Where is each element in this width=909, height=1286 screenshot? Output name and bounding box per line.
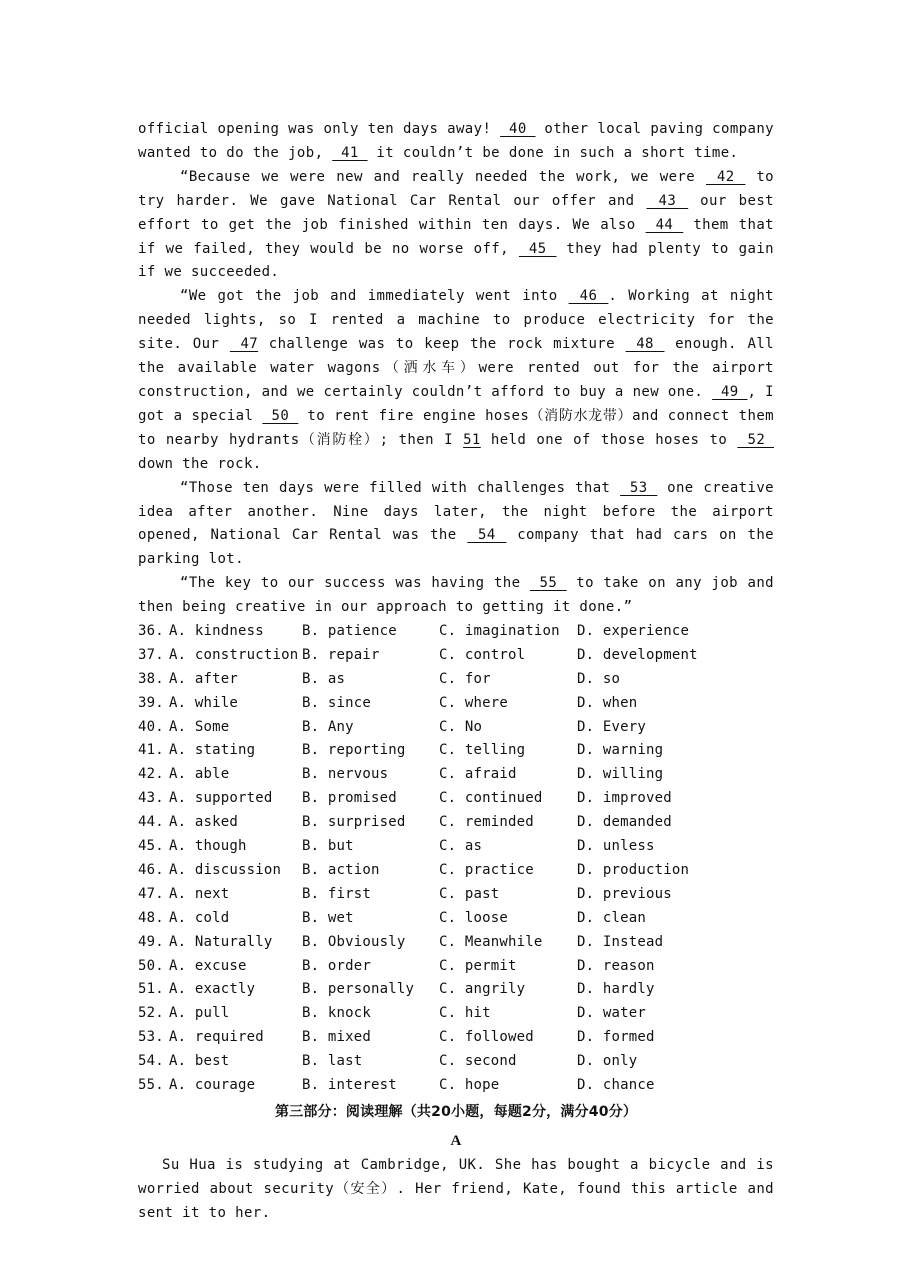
option-d: D. hardly bbox=[577, 981, 655, 998]
question-row bbox=[138, 787, 774, 811]
option-a: A. required bbox=[169, 1029, 264, 1046]
option-d: D. so bbox=[577, 670, 621, 687]
passage-text: “Because we were new and really needed the work, we were bbox=[180, 168, 706, 185]
option-d: D. experience bbox=[577, 623, 690, 640]
option-a: A. Some bbox=[169, 718, 230, 735]
question-row bbox=[138, 835, 774, 859]
question-number: 52. bbox=[138, 1005, 164, 1022]
option-d: D. water bbox=[577, 1005, 647, 1022]
option-b: B. promised bbox=[302, 790, 397, 807]
option-c: C. continued bbox=[439, 790, 543, 807]
option-a: A. kindness bbox=[169, 623, 264, 640]
option-b: B. wet bbox=[302, 909, 354, 926]
question-row bbox=[138, 978, 774, 1002]
option-c: C. imagination bbox=[439, 623, 560, 640]
blank-53: 53 bbox=[620, 479, 658, 496]
option-a: A. next bbox=[169, 885, 230, 902]
option-b: B. patience bbox=[302, 623, 397, 640]
option-b: B. knock bbox=[302, 1005, 372, 1022]
option-d: D. unless bbox=[577, 838, 655, 855]
question-number: 39. bbox=[138, 694, 164, 711]
option-c: C. permit bbox=[439, 957, 517, 974]
option-b: B. but bbox=[302, 838, 354, 855]
question-row bbox=[138, 811, 774, 835]
option-a: A. Naturally bbox=[169, 933, 273, 950]
option-c: C. second bbox=[439, 1053, 517, 1070]
question-number: 46. bbox=[138, 861, 164, 878]
question-number: 41. bbox=[138, 742, 164, 759]
question-number: 47. bbox=[138, 885, 164, 902]
option-a: A. while bbox=[169, 694, 239, 711]
passage-text: “The key to our success was having the bbox=[180, 575, 530, 592]
option-a: A. stating bbox=[169, 742, 256, 759]
option-d: D. willing bbox=[577, 766, 664, 783]
document-page bbox=[138, 118, 774, 1226]
option-d: D. clean bbox=[577, 909, 647, 926]
passage-text: they had plenty to gain if we succeeded. bbox=[138, 240, 774, 281]
question-number: 50. bbox=[138, 957, 164, 974]
option-b: B. Obviously bbox=[302, 933, 406, 950]
passage-text: down the rock. bbox=[138, 455, 262, 472]
question-number: 38. bbox=[138, 670, 164, 687]
blank-41: 41 bbox=[332, 144, 368, 161]
option-c: C. for bbox=[439, 670, 491, 687]
option-c: C. as bbox=[439, 838, 483, 855]
question-number: 44. bbox=[138, 814, 164, 831]
option-b: B. repair bbox=[302, 646, 380, 663]
passage-text: held one of those hoses to bbox=[480, 431, 738, 448]
option-a: A. excuse bbox=[169, 957, 247, 974]
blank-54: 54 bbox=[467, 527, 507, 544]
passage-paragraph-1 bbox=[138, 118, 774, 166]
question-number: 48. bbox=[138, 909, 164, 926]
blank-50: 50 bbox=[262, 407, 299, 424]
option-b: B. mixed bbox=[302, 1029, 372, 1046]
section-title: 第三部分：阅读理解（共20小题，每题2分，满分40分） bbox=[274, 1103, 638, 1120]
passage-text: to rent fire engine hoses（消防水龙带）and connect them to nearby hydrants（消防栓）; then I bbox=[138, 407, 774, 448]
blank-45: 45 bbox=[518, 240, 557, 257]
question-number: 43. bbox=[138, 790, 164, 807]
question-row bbox=[138, 763, 774, 787]
passage-text: , I got a special bbox=[138, 383, 774, 424]
part-letter: A bbox=[450, 1132, 462, 1149]
option-d: D. when bbox=[577, 694, 638, 711]
question-row bbox=[138, 644, 774, 668]
option-c: C. angrily bbox=[439, 981, 526, 998]
option-a: A. asked bbox=[169, 814, 239, 831]
blank-55: 55 bbox=[529, 575, 567, 592]
option-a: A. discussion bbox=[169, 861, 282, 878]
option-d: D. Every bbox=[577, 718, 647, 735]
passage-text: other local paving company wanted to do the job, bbox=[138, 121, 774, 161]
question-row bbox=[138, 1002, 774, 1026]
option-c: C. control bbox=[439, 646, 526, 663]
question-row bbox=[138, 1050, 774, 1074]
blank-49: 49 bbox=[712, 383, 748, 400]
option-d: D. demanded bbox=[577, 814, 672, 831]
passage-text: to try harder. We gave National Car Rental our offer and bbox=[138, 168, 774, 209]
option-b: B. reporting bbox=[302, 742, 406, 759]
option-c: C. Meanwhile bbox=[439, 933, 543, 950]
option-b: B. personally bbox=[302, 981, 415, 998]
question-number: 53. bbox=[138, 1029, 164, 1046]
passage-text: official opening was only ten days away! bbox=[138, 121, 501, 137]
question-row bbox=[138, 883, 774, 907]
option-b: B. since bbox=[302, 694, 372, 711]
option-c: C. hit bbox=[439, 1005, 491, 1022]
question-number: 40. bbox=[138, 718, 164, 735]
passage-text: our best effort to get the job finished within ten days. We also bbox=[138, 192, 774, 233]
passage-text: “We got the job and immediately went into bbox=[180, 288, 569, 305]
question-number: 51. bbox=[138, 981, 164, 998]
option-d: D. formed bbox=[577, 1029, 655, 1046]
blank-43: 43 bbox=[646, 192, 689, 209]
option-b: B. nervous bbox=[302, 766, 389, 783]
passage-text: company that had cars on the parking lot. bbox=[138, 527, 774, 568]
passage-paragraph-2 bbox=[138, 166, 774, 286]
option-b: B. order bbox=[302, 957, 372, 974]
question-row bbox=[138, 668, 774, 692]
question-row bbox=[138, 739, 774, 763]
blank-47: 47 bbox=[229, 336, 259, 353]
option-d: D. production bbox=[577, 861, 690, 878]
question-row bbox=[138, 1026, 774, 1050]
option-a: A. after bbox=[169, 670, 239, 687]
option-b: B. interest bbox=[302, 1076, 397, 1093]
question-number: 54. bbox=[138, 1053, 164, 1070]
option-d: D. chance bbox=[577, 1076, 655, 1093]
blank-51: 51 bbox=[463, 431, 481, 448]
option-a: A. exactly bbox=[169, 981, 256, 998]
question-row bbox=[138, 955, 774, 979]
passage-paragraph-3 bbox=[138, 285, 774, 476]
question-list bbox=[138, 620, 774, 1098]
option-a: A. supported bbox=[169, 790, 273, 807]
option-c: C. reminded bbox=[439, 814, 534, 831]
cloze-passage bbox=[138, 118, 774, 620]
passage-text: challenge was to keep the rock mixture bbox=[258, 336, 626, 353]
passage-text: “Those ten days were filled with challenges that bbox=[180, 479, 621, 496]
option-c: C. followed bbox=[439, 1029, 534, 1046]
option-c: C. afraid bbox=[439, 766, 517, 783]
question-number: 42. bbox=[138, 766, 164, 783]
intro-paragraph: Su Hua is studying at Cambridge, UK. She has bought a bicycle and is worried about security（安全）. Her friend, Kate, found this article and sent it to her. bbox=[138, 1156, 774, 1221]
passage-paragraph-4 bbox=[138, 477, 774, 573]
option-b: B. as bbox=[302, 670, 346, 687]
blank-40: 40 bbox=[500, 121, 536, 137]
passage-text: enough. All the available water wagons（洒水车）were rented out for the airport construction, and we certainly couldn’t afford to buy a new one. bbox=[138, 336, 774, 400]
blank-46: 46 bbox=[568, 288, 609, 305]
passage-paragraph-5 bbox=[138, 572, 774, 620]
option-d: D. reason bbox=[577, 957, 655, 974]
option-c: C. telling bbox=[439, 742, 526, 759]
blank-52: 52 bbox=[737, 431, 774, 448]
question-row bbox=[138, 907, 774, 931]
passage-text: to take on any job and then being creative in our approach to getting it done.” bbox=[138, 575, 774, 616]
passage-text: it couldn’t be done in such a short time. bbox=[367, 144, 739, 161]
option-c: C. No bbox=[439, 718, 483, 735]
question-row bbox=[138, 931, 774, 955]
blank-48: 48 bbox=[625, 336, 665, 353]
option-c: C. where bbox=[439, 694, 509, 711]
option-b: B. last bbox=[302, 1053, 363, 1070]
option-d: D. previous bbox=[577, 885, 672, 902]
option-c: C. hope bbox=[439, 1076, 500, 1093]
option-a: A. pull bbox=[169, 1005, 230, 1022]
question-row bbox=[138, 1074, 774, 1098]
option-d: D. development bbox=[577, 646, 698, 663]
question-number: 55. bbox=[138, 1076, 164, 1093]
option-b: B. Any bbox=[302, 718, 354, 735]
passage-text: . Working at night needed lights, so I rented a machine to produce electricity for the site. Our bbox=[138, 288, 775, 353]
question-row bbox=[138, 692, 774, 716]
option-c: C. past bbox=[439, 885, 500, 902]
question-row bbox=[138, 620, 774, 644]
reading-intro bbox=[138, 1154, 774, 1226]
option-c: C. practice bbox=[439, 861, 534, 878]
option-d: D. only bbox=[577, 1053, 638, 1070]
question-number: 36. bbox=[138, 623, 164, 640]
option-d: D. improved bbox=[577, 790, 672, 807]
option-b: B. first bbox=[302, 885, 372, 902]
option-a: A. courage bbox=[169, 1076, 256, 1093]
question-number: 49. bbox=[138, 933, 164, 950]
option-a: A. best bbox=[169, 1053, 230, 1070]
option-d: D. warning bbox=[577, 742, 664, 759]
option-a: A. though bbox=[169, 838, 247, 855]
option-d: D. Instead bbox=[577, 933, 664, 950]
option-b: B. action bbox=[302, 861, 380, 878]
option-a: A. able bbox=[169, 766, 230, 783]
option-a: A. cold bbox=[169, 909, 230, 926]
question-row bbox=[138, 859, 774, 883]
blank-44: 44 bbox=[645, 216, 684, 233]
passage-text: one creative idea after another. Nine days later, the night before the airport opened, National Car Rental was the bbox=[138, 479, 774, 544]
passage-text: them that if we failed, they would be no worse off, bbox=[138, 216, 774, 257]
question-number: 37. bbox=[138, 646, 164, 663]
option-a: A. construction bbox=[169, 646, 299, 663]
option-b: B. surprised bbox=[302, 814, 406, 831]
blank-42: 42 bbox=[705, 168, 746, 185]
question-number: 45. bbox=[138, 838, 164, 855]
question-row bbox=[138, 716, 774, 740]
option-c: C. loose bbox=[439, 909, 509, 926]
